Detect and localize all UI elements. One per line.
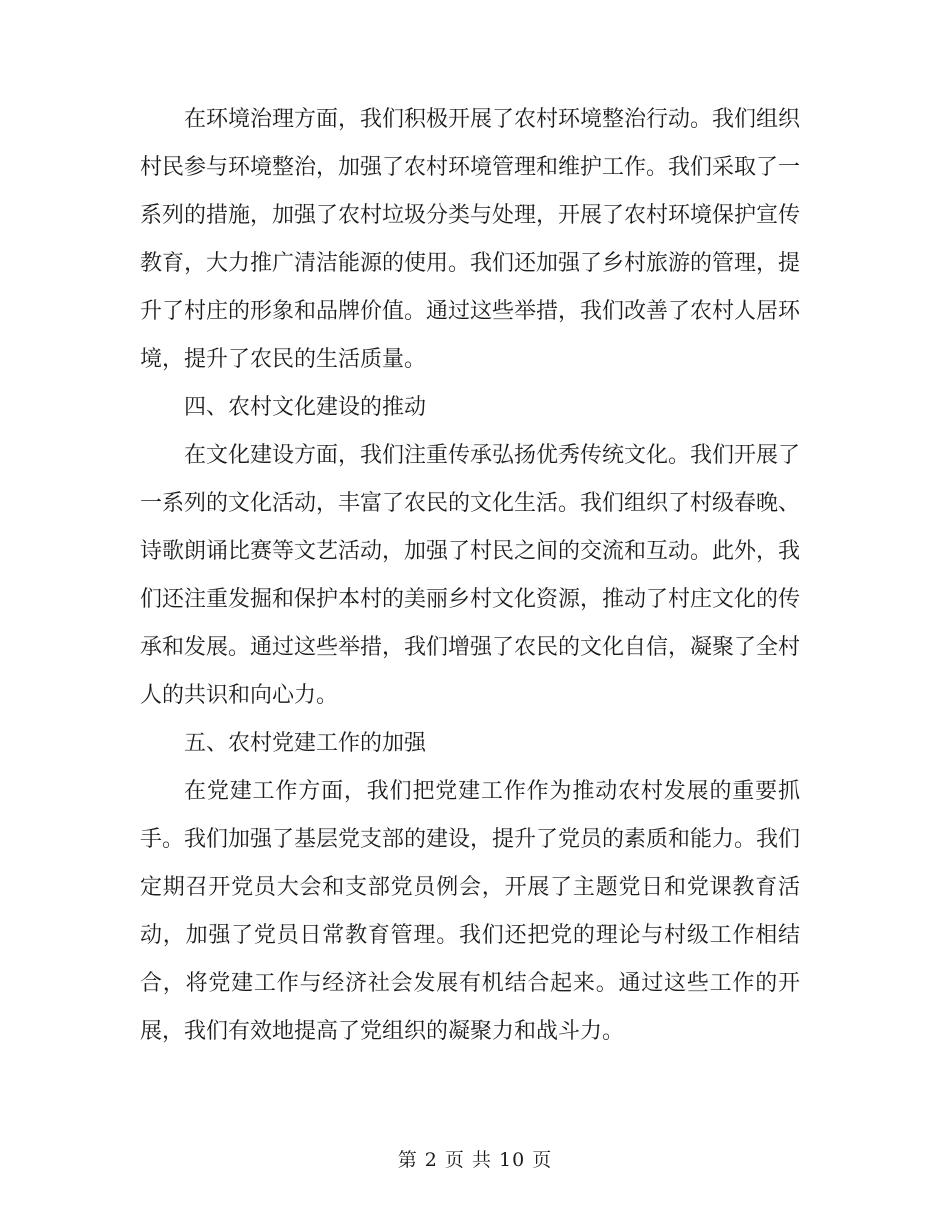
- page-number-footer: 第 2 页 共 10 页: [397, 1149, 553, 1171]
- paragraph-culture: 在文化建设方面，我们注重传承弘扬优秀传统文化。我们开展了一系列的文化活动，丰富了农民的文化生活。我们组织了村级春晚、诗歌朗诵比赛等文艺活动，加强了村民之间的交流和互动。此外，我们还注重发掘和保护本村的美丽乡村文化资源，推动了村庄文化的传承和发展。通过这些举措，我们增强了农民的文化自信，凝聚了全村人的共识和向心力。: [140, 443, 801, 708]
- section-heading-party-building: 五、农村党建工作的加强: [184, 731, 427, 756]
- paragraph-party-building: 在党建工作方面，我们把党建工作作为推动农村发展的重要抓手。我们加强了基层党支部的建设，提升了党员的素质和能力。我们定期召开党员大会和支部党员例会，开展了主题党日和党课教育活动，加强了党员日常教育管理。我们还把党的理论与村级工作相结合，将党建工作与经济社会发展有机结合起来。通过这些工作的开展，我们有效地提高了党组织的凝聚力和战斗力。: [140, 779, 801, 1044]
- document-body: [140, 96, 800, 1056]
- paragraph-environment: 在环境治理方面，我们积极开展了农村环境整治行动。我们组织村民参与环境整治，加强了农村环境管理和维护工作。我们采取了一系列的措施，加强了农村垃圾分类与处理，开展了农村环境保护宣传教育，大力推广清洁能源的使用。我们还加强了乡村旅游的管理，提升了村庄的形象和品牌价值。通过这些举措，我们改善了农村人居环境，提升了农民的生活质量。: [140, 107, 801, 372]
- section-heading-culture: 四、农村文化建设的推动: [184, 395, 427, 420]
